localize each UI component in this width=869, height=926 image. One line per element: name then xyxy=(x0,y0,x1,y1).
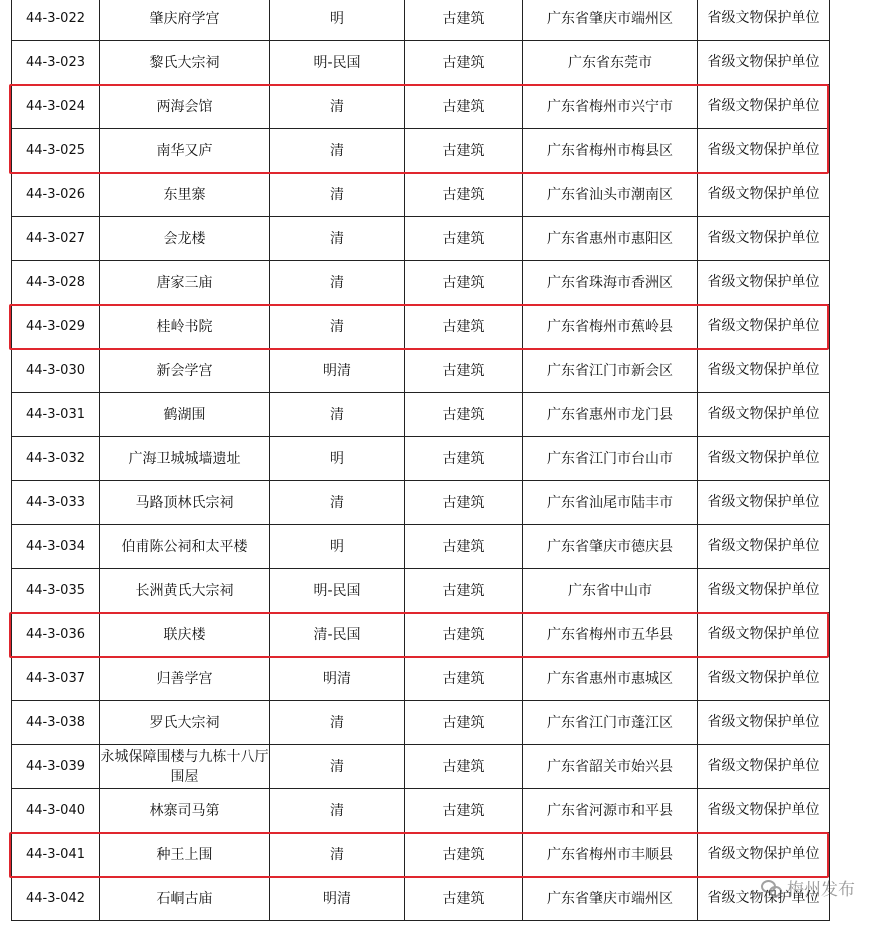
watermark xyxy=(761,875,855,900)
cell-name: 林寨司马第 xyxy=(100,789,270,833)
cell-era: 清 xyxy=(270,261,405,305)
cell-code: 44-3-037 xyxy=(12,657,100,701)
cell-level: 省级文物保护单位 xyxy=(698,525,830,569)
cell-code: 44-3-022 xyxy=(12,0,100,41)
cell-era: 明-民国 xyxy=(270,41,405,85)
cell-location: 广东省汕尾市陆丰市 xyxy=(523,481,698,525)
cell-category: 古建筑 xyxy=(405,481,523,525)
cell-code: 44-3-035 xyxy=(12,569,100,613)
cell-code: 44-3-041 xyxy=(12,833,100,877)
cell-era: 清 xyxy=(270,701,405,745)
cell-category: 古建筑 xyxy=(405,701,523,745)
cell-name: 伯甫陈公祠和太平楼 xyxy=(100,525,270,569)
cell-level: 省级文物保护单位 xyxy=(698,657,830,701)
cell-category: 古建筑 xyxy=(405,305,523,349)
cell-era: 明-民国 xyxy=(270,569,405,613)
cell-name: 马路顶林氏宗祠 xyxy=(100,481,270,525)
table-row xyxy=(12,877,830,921)
table-body xyxy=(12,0,830,921)
table-row xyxy=(12,701,830,745)
cell-name: 黎氏大宗祠 xyxy=(100,41,270,85)
cell-era: 清 xyxy=(270,833,405,877)
cell-name: 永城保障围楼与九栋十八厅围屋 xyxy=(100,745,270,789)
table-row xyxy=(12,393,830,437)
cell-era: 明 xyxy=(270,525,405,569)
table-row xyxy=(12,305,830,349)
cell-location: 广东省惠州市龙门县 xyxy=(523,393,698,437)
cell-location: 广东省河源市和平县 xyxy=(523,789,698,833)
cell-code: 44-3-026 xyxy=(12,173,100,217)
cell-category: 古建筑 xyxy=(405,877,523,921)
cell-location: 广东省江门市蓬江区 xyxy=(523,701,698,745)
cell-location: 广东省韶关市始兴县 xyxy=(523,745,698,789)
table-row xyxy=(12,0,830,41)
cell-name: 两海会馆 xyxy=(100,85,270,129)
cell-era: 清 xyxy=(270,745,405,789)
cell-era: 清 xyxy=(270,481,405,525)
table-row xyxy=(12,833,830,877)
cell-name: 桂岭书院 xyxy=(100,305,270,349)
cell-location: 广东省江门市新会区 xyxy=(523,349,698,393)
cell-level: 省级文物保护单位 xyxy=(698,569,830,613)
cell-category: 古建筑 xyxy=(405,613,523,657)
cell-level: 省级文物保护单位 xyxy=(698,305,830,349)
cell-location: 广东省惠州市惠阳区 xyxy=(523,217,698,261)
cell-location: 广东省惠州市惠城区 xyxy=(523,657,698,701)
cell-code: 44-3-038 xyxy=(12,701,100,745)
cell-code: 44-3-029 xyxy=(12,305,100,349)
cell-code: 44-3-034 xyxy=(12,525,100,569)
cell-name: 唐家三庙 xyxy=(100,261,270,305)
cell-level: 省级文物保护单位 xyxy=(698,129,830,173)
cell-name: 石峒古庙 xyxy=(100,877,270,921)
cell-era: 明清 xyxy=(270,349,405,393)
cell-era: 明清 xyxy=(270,877,405,921)
cell-category: 古建筑 xyxy=(405,657,523,701)
cell-level: 省级文物保护单位 xyxy=(698,41,830,85)
cell-category: 古建筑 xyxy=(405,833,523,877)
cell-code: 44-3-030 xyxy=(12,349,100,393)
cell-category: 古建筑 xyxy=(405,85,523,129)
cell-code: 44-3-036 xyxy=(12,613,100,657)
cell-code: 44-3-025 xyxy=(12,129,100,173)
cell-name: 归善学宫 xyxy=(100,657,270,701)
table-row xyxy=(12,41,830,85)
table-row xyxy=(12,481,830,525)
cell-category: 古建筑 xyxy=(405,217,523,261)
cell-era: 明 xyxy=(270,0,405,41)
cell-category: 古建筑 xyxy=(405,569,523,613)
table-row xyxy=(12,789,830,833)
cell-name: 联庆楼 xyxy=(100,613,270,657)
cell-level: 省级文物保护单位 xyxy=(698,833,830,877)
cell-level: 省级文物保护单位 xyxy=(698,481,830,525)
cell-era: 清 xyxy=(270,129,405,173)
cell-level: 省级文物保护单位 xyxy=(698,701,830,745)
cell-name: 肇庆府学宫 xyxy=(100,0,270,41)
cell-location: 广东省中山市 xyxy=(523,569,698,613)
table-row xyxy=(12,437,830,481)
cell-name: 南华又庐 xyxy=(100,129,270,173)
table-row xyxy=(12,613,830,657)
cell-level: 省级文物保护单位 xyxy=(698,437,830,481)
cell-level: 省级文物保护单位 xyxy=(698,393,830,437)
cell-name: 会龙楼 xyxy=(100,217,270,261)
cell-era: 清 xyxy=(270,305,405,349)
cell-era: 清-民国 xyxy=(270,613,405,657)
cell-category: 古建筑 xyxy=(405,173,523,217)
cell-level: 省级文物保护单位 xyxy=(698,85,830,129)
cell-category: 古建筑 xyxy=(405,437,523,481)
cell-name: 东里寨 xyxy=(100,173,270,217)
cell-code: 44-3-028 xyxy=(12,261,100,305)
cell-code: 44-3-039 xyxy=(12,745,100,789)
table-row xyxy=(12,569,830,613)
cell-location: 广东省肇庆市端州区 xyxy=(523,0,698,41)
cell-code: 44-3-024 xyxy=(12,85,100,129)
cell-era: 明 xyxy=(270,437,405,481)
cell-code: 44-3-042 xyxy=(12,877,100,921)
cell-era: 清 xyxy=(270,173,405,217)
cell-location: 广东省汕头市潮南区 xyxy=(523,173,698,217)
watermark-text: 梅州发布 xyxy=(787,880,855,900)
cell-category: 古建筑 xyxy=(405,261,523,305)
cell-category: 古建筑 xyxy=(405,129,523,173)
cell-category: 古建筑 xyxy=(405,0,523,41)
cell-location: 广东省肇庆市德庆县 xyxy=(523,525,698,569)
table-row xyxy=(12,525,830,569)
cell-location: 广东省珠海市香洲区 xyxy=(523,261,698,305)
cell-level: 省级文物保护单位 xyxy=(698,789,830,833)
cell-location: 广东省梅州市梅县区 xyxy=(523,129,698,173)
cell-code: 44-3-023 xyxy=(12,41,100,85)
cell-era: 明清 xyxy=(270,657,405,701)
cell-level: 省级文物保护单位 xyxy=(698,261,830,305)
table-row xyxy=(12,173,830,217)
cell-level: 省级文物保护单位 xyxy=(698,877,830,921)
cell-category: 古建筑 xyxy=(405,41,523,85)
cell-category: 古建筑 xyxy=(405,745,523,789)
table-row xyxy=(12,217,830,261)
table-row xyxy=(12,261,830,305)
cell-location: 广东省江门市台山市 xyxy=(523,437,698,481)
cell-location: 广东省东莞市 xyxy=(523,41,698,85)
heritage-table xyxy=(11,0,829,921)
table-row xyxy=(12,745,830,789)
cell-category: 古建筑 xyxy=(405,393,523,437)
cell-category: 古建筑 xyxy=(405,525,523,569)
cell-name: 鹤湖围 xyxy=(100,393,270,437)
cell-code: 44-3-040 xyxy=(12,789,100,833)
cell-level: 省级文物保护单位 xyxy=(698,0,830,41)
table-row xyxy=(12,349,830,393)
cell-code: 44-3-031 xyxy=(12,393,100,437)
wechat-icon xyxy=(761,880,781,896)
cell-location: 广东省肇庆市端州区 xyxy=(523,877,698,921)
cell-level: 省级文物保护单位 xyxy=(698,613,830,657)
cell-era: 清 xyxy=(270,393,405,437)
cell-code: 44-3-033 xyxy=(12,481,100,525)
cell-level: 省级文物保护单位 xyxy=(698,173,830,217)
cell-level: 省级文物保护单位 xyxy=(698,349,830,393)
cell-location: 广东省梅州市五华县 xyxy=(523,613,698,657)
cell-era: 清 xyxy=(270,789,405,833)
cell-name: 新会学宫 xyxy=(100,349,270,393)
cell-name: 长洲黄氏大宗祠 xyxy=(100,569,270,613)
cell-level: 省级文物保护单位 xyxy=(698,217,830,261)
cell-category: 古建筑 xyxy=(405,349,523,393)
cell-level: 省级文物保护单位 xyxy=(698,745,830,789)
cell-category: 古建筑 xyxy=(405,789,523,833)
table-row xyxy=(12,85,830,129)
cell-location: 广东省梅州市蕉岭县 xyxy=(523,305,698,349)
table-row xyxy=(12,657,830,701)
cell-era: 清 xyxy=(270,217,405,261)
cell-era: 清 xyxy=(270,85,405,129)
cell-code: 44-3-027 xyxy=(12,217,100,261)
table-row xyxy=(12,129,830,173)
cell-name: 广海卫城城墙遗址 xyxy=(100,437,270,481)
cell-location: 广东省梅州市兴宁市 xyxy=(523,85,698,129)
cell-code: 44-3-032 xyxy=(12,437,100,481)
cell-name: 罗氏大宗祠 xyxy=(100,701,270,745)
cell-name: 种王上围 xyxy=(100,833,270,877)
cell-location: 广东省梅州市丰顺县 xyxy=(523,833,698,877)
